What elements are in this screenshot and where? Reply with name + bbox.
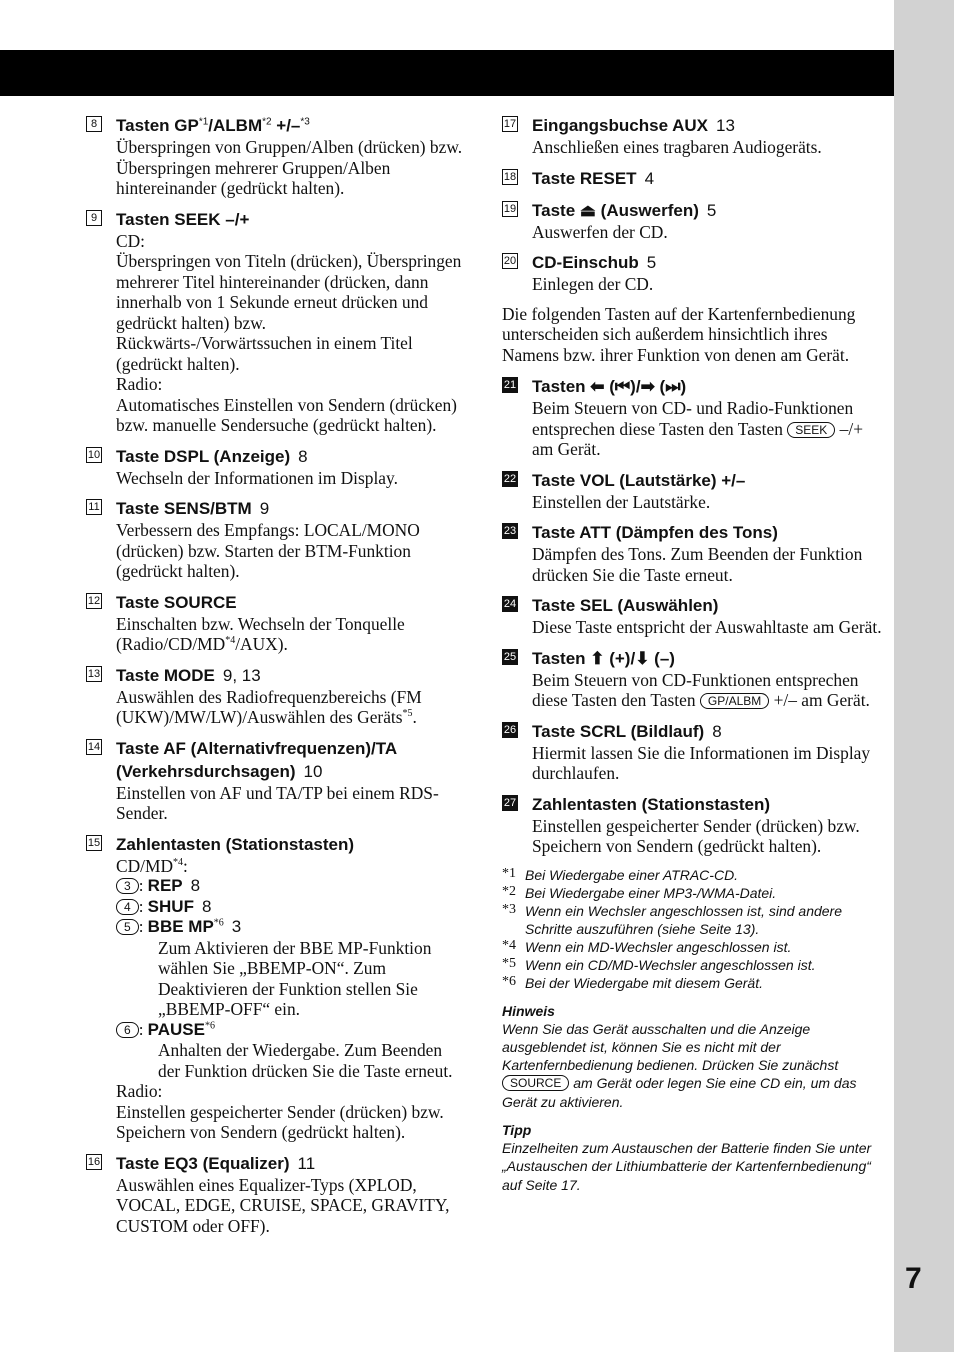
item-heading: Taste SOURCE — [116, 592, 237, 612]
item-heading: Taste SENS/BTM 9 — [116, 499, 270, 518]
radio-description: Automatisches Einstellen von Sendern (drücken) bzw. manuelle Sendersuche (gedrückt halten). — [116, 394, 457, 435]
footnote: *3 Wenn ein Wechsler angeschlossen ist, sind andere Schritte auszuführen (siehe Seite 13). — [502, 901, 842, 937]
item-heading: Taste ATT (Dämpfen des Tons) — [532, 523, 778, 542]
hinweis-title: Hinweis — [502, 1002, 555, 1019]
item-number: 10 — [87, 448, 101, 461]
item-heading: Tasten ⬆ (+)/⬇ (–) — [532, 648, 675, 668]
item-description: Einstellen von AF und TA/TP bei einem RDS-Sender. — [116, 782, 439, 823]
item-description: Hiermit lassen Sie die Informationen im Display durchlaufen. — [532, 742, 871, 783]
item-number: 22 — [503, 472, 517, 485]
item-heading: Taste VOL (Lautstärke) +/– — [532, 470, 746, 490]
page-ref: 5 — [706, 200, 717, 220]
item-description: Überspringen von Gruppen/Alben (drücken) bzw. Überspringen mehrerer Gruppen/Alben hintereinander (gedrückt halten). — [116, 137, 463, 198]
item-heading: Taste AF (Alternativfrequenzen)/TA (Verkehrsdurchsagen) 10 — [116, 738, 397, 781]
item-number: 17 — [503, 118, 517, 130]
item-description: Anschließen eines tragbaren Audiogeräts. — [532, 137, 822, 157]
item-heading: Taste EQ3 (Equalizer) 11 — [116, 1153, 316, 1173]
key-row-6: 6 : PAUSE$^{*6}$ — [116, 1020, 466, 1041]
right-column — [502, 114, 886, 1194]
item-description: Wechseln der Informationen im Display. — [116, 467, 398, 488]
item-number: 23 — [503, 525, 517, 537]
item-description: Beim Steuern von CD- und Radio-Funktionen entsprechen diese Tasten den Tasten SEEK –/+ am Gerät. — [532, 398, 864, 459]
item-9 — [86, 208, 466, 436]
key-6-description: Anhalten der Wiedergabe. Zum Beenden der Funktion drücken Sie die Taste erneut. — [158, 1040, 453, 1081]
item-heading: CD-Einschub 5 — [532, 253, 657, 272]
footnote: *5 Wenn ein CD/MD-Wechsler angeschlossen ist. — [502, 955, 816, 973]
page-ref: 9 — [259, 499, 270, 518]
key-row-4: 4 : SHUF 8 — [116, 897, 466, 918]
key-4-icon: 4 — [116, 899, 139, 915]
item-27 — [502, 793, 886, 857]
item-number: 19 — [503, 202, 517, 215]
key-6-icon: 6 — [116, 1022, 139, 1038]
item-number: 12 — [87, 594, 101, 607]
key-row-5: 5 : BBE MP$^{*6}$ 3 — [116, 917, 466, 938]
item-heading: Zahlentasten (Stationstasten) — [116, 834, 355, 854]
item-25 — [502, 647, 886, 711]
hinweis-text: Wenn Sie das Gerät ausschalten und die Anzeige ausgeblendet ist, können Sie es nicht mit der Kartenfernbedienung bedienen. Drücken Sie zunächst SOURCE am Gerät oder legen Sie eine CD ein, um das Gerät zu aktivieren. — [502, 1020, 857, 1110]
page-number: 7 — [905, 1262, 922, 1295]
tipp-text: Einzelheiten zum Austauschen der Batterie finden Sie unter „Austauschen der Lithiumbatterie der Kartenfernbedienung“ auf Seite 17. — [502, 1139, 872, 1193]
item-11 — [86, 497, 466, 582]
item-description: Einstellen der Lautstärke. — [532, 491, 711, 512]
footnote: *2 Bei Wiedergabe einer MP3-/WMA-Datei. — [502, 883, 777, 901]
item-heading — [532, 199, 886, 222]
item-description: Dämpfen des Tons. Zum Beenden der Funktion drücken Sie die Taste erneut. — [532, 544, 863, 585]
item-13 — [86, 664, 466, 728]
tipp-title: Tipp — [502, 1121, 532, 1138]
item-number: 21 — [503, 379, 517, 391]
item-24 — [502, 594, 886, 638]
item-heading: Zahlentasten (Stationstasten) — [532, 794, 771, 814]
page-ref: 8 — [298, 446, 308, 466]
item-heading: Taste RESET 4 — [532, 168, 655, 188]
page-ref: 11 — [297, 1153, 316, 1173]
page-ref: 9, 13 — [222, 665, 261, 685]
item-number: 14 — [87, 740, 101, 753]
item-number: 27 — [503, 796, 517, 809]
footnote: *4 Wenn ein MD-Wechsler angeschlossen ist. — [502, 937, 792, 955]
item-description: Auswählen eines Equalizer-Typs (XPLOD, VOCAL, EDGE, CRUISE, SPACE, GRAVITY, CUSTOM oder OFF). — [116, 1174, 450, 1236]
item-number: 16 — [87, 1155, 101, 1168]
item-description: Auswählen des Radiofrequenzbereichs (FM (UKW)/MW/LW)/Auswählen des Geräts$^{*5}$. — [116, 686, 422, 727]
item-number: 15 — [87, 836, 101, 849]
radio-label: Radio: — [116, 374, 163, 394]
item-description: Beim Steuern von CD-Funktionen entsprechen diese Tasten den Tasten GP/ALBM +/– am Gerät. — [532, 669, 870, 710]
item-number: 8 — [86, 116, 102, 132]
item-heading: Eingangsbuchse AUX 13 — [532, 116, 735, 135]
item-17 — [502, 114, 886, 158]
item-20 — [502, 251, 886, 295]
item-22 — [502, 469, 886, 513]
item-description: Einschalten bzw. Wechseln der Tonquelle (Radio/CD/MD$^{*4}$/AUX). — [116, 613, 405, 654]
seek-key-icon: SEEK — [787, 422, 835, 438]
page-ref: 5 — [646, 253, 657, 272]
left-column — [86, 114, 466, 1245]
cd-label: CD: — [116, 230, 145, 251]
item-10 — [86, 445, 466, 489]
side-rail — [894, 0, 954, 1352]
item-heading: Tasten SEEK –/+ — [116, 209, 250, 229]
cd-description: Überspringen von Titeln (drücken), Überspringen mehrerer Titel hintereinander (drücken, dann innerhalb von 1 Sekunde erneut drücken und gedrückt halten) bzw. Rückwärts-/Vorwärtssuchen in einem Titel (gedrückt halten). — [116, 251, 462, 374]
item-heading: Taste SCRL (Bildlauf) 8 — [532, 721, 722, 741]
key-5-icon: 5 — [116, 919, 139, 935]
item-14 — [86, 737, 466, 824]
key-row-3: 3 : REP 8 — [116, 876, 466, 897]
item-8 — [86, 114, 466, 199]
item-description: Diese Taste entspricht der Auswahltaste am Gerät. — [532, 617, 882, 637]
item-19 — [502, 199, 886, 243]
key-3-icon: 3 — [116, 878, 139, 894]
gp-albm-key-icon: GP/ALBM — [700, 693, 769, 709]
item-description: Einlegen der CD. — [532, 274, 654, 294]
cdmd-label: CD/MD$^{*4}$: — [116, 855, 188, 876]
item-number: 20 — [503, 255, 517, 267]
item-number: 9 — [86, 210, 102, 226]
item-number: 26 — [503, 723, 517, 736]
footnote: *1 Bei Wiedergabe einer ATRAC-CD. — [502, 865, 739, 883]
item-heading: Tasten ⬅ (⏮)/➡ (⏭) — [532, 377, 687, 396]
item-heading: Taste SEL (Auswählen) — [532, 596, 719, 615]
item-number: 13 — [87, 667, 101, 680]
header-bar — [0, 50, 894, 96]
page-ref: 13 — [716, 116, 735, 135]
item-26 — [502, 720, 886, 784]
item-number: 11 — [86, 499, 102, 515]
item-18 — [502, 167, 886, 190]
item-23 — [502, 521, 886, 585]
item-heading: Taste DSPL (Anzeige) 8 — [116, 446, 308, 466]
item-number: 18 — [503, 170, 517, 183]
key-5-description: Zum Aktivieren der BBE MP-Funktion wählen Sie „BBEMP-ON“. Zum Deaktivieren der Funktion stellen Sie „BBEMP-OFF“ ein. — [158, 937, 432, 1019]
radio-label: Radio: — [116, 1081, 163, 1101]
footnote: *6 Bei der Wiedergabe mit diesem Gerät. — [502, 973, 763, 991]
page-ref: 10 — [303, 761, 323, 781]
item-15 — [86, 833, 466, 1143]
item-description: Auswerfen der CD. — [532, 221, 668, 242]
item-21 — [502, 375, 886, 460]
item-12 — [86, 591, 466, 655]
intro-paragraph: Die folgenden Tasten auf der Kartenfernbedienung unterscheiden sich außerdem hinsichtlich ihres Namens bzw. ihrer Funktion von denen am Gerät. — [502, 303, 856, 365]
item-number: 24 — [503, 598, 517, 610]
radio-description: Einstellen gespeicherter Sender (drücken) bzw. Speichern von Sendern (gedrückt halten). — [116, 1101, 444, 1142]
eject-icon: Taste ⏏ (Auswerfen) — [532, 200, 699, 220]
item-description: Verbessern des Empfangs: LOCAL/MONO (drücken) bzw. Starten der BTM-Funktion (gedrückt halten). — [116, 520, 420, 581]
item-16 — [86, 1152, 466, 1237]
item-heading: Taste MODE 9, 13 — [116, 665, 261, 685]
page-ref: 4 — [644, 168, 655, 188]
footnotes — [502, 866, 886, 992]
page-ref: 8 — [712, 721, 722, 741]
item-description: Einstellen gespeicherter Sender (drücken) bzw. Speichern von Sendern (gedrückt halten). — [532, 815, 860, 856]
item-heading: Tasten $GP^{*1}/ALBM^{*2} +/-^{*3}$ — [116, 116, 310, 135]
source-key-icon: SOURCE — [502, 1075, 569, 1091]
item-number: 25 — [503, 650, 517, 663]
